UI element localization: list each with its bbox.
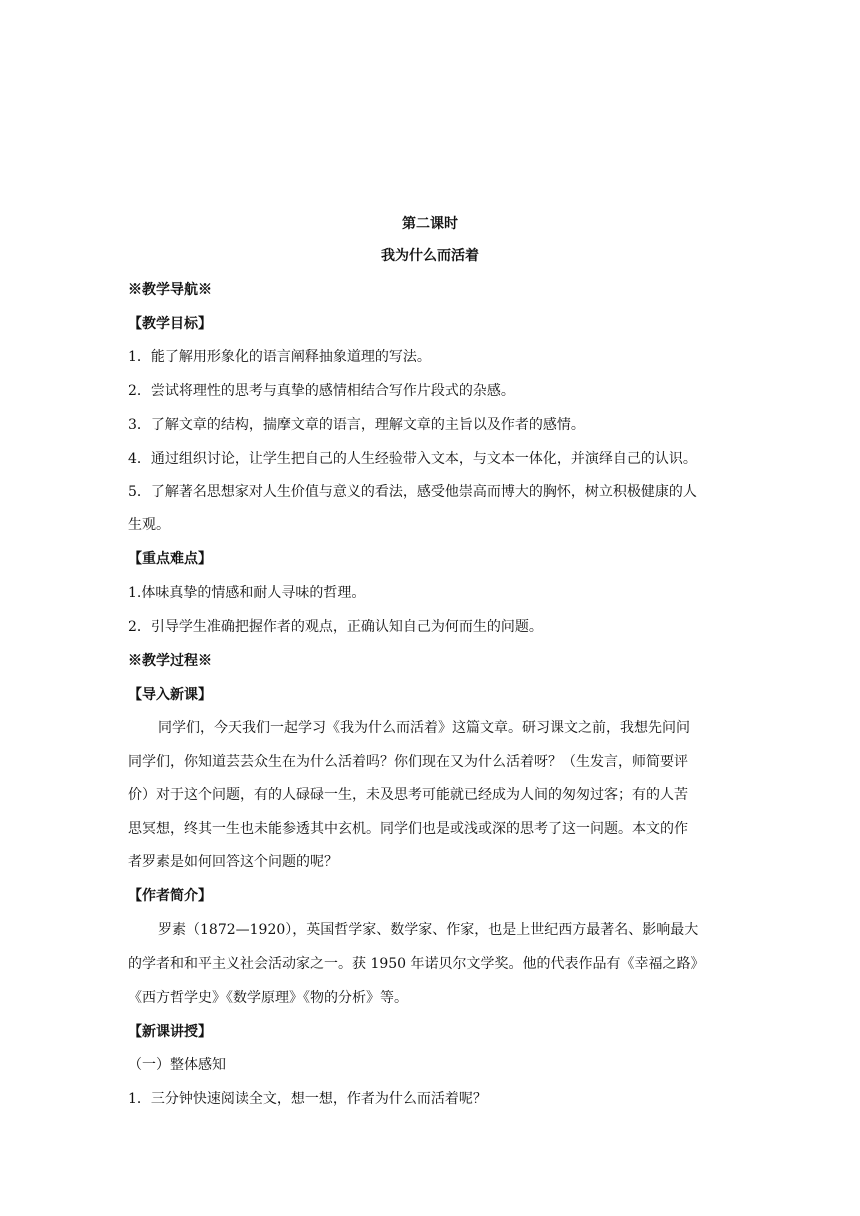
section-label: （一）整体感知 bbox=[128, 1057, 226, 1073]
key-point-item: 2．引导学生准确把握作者的观点，正确认知自己为何而生的问题。 bbox=[128, 619, 543, 635]
author-paragraph-line: 《西方哲学史》《数学原理》《物的分析》等。 bbox=[128, 990, 408, 1006]
intro-paragraph-line: 思冥想，终其一生也未能参透其中玄机。同学们也是或浅或深的思考了这一问题。本文的作 bbox=[128, 821, 688, 837]
intro-paragraph-line: 者罗素是如何回答这个问题的呢？ bbox=[128, 854, 338, 870]
question-item: 1．三分钟快速阅读全文，想一想，作者为什么而活着呢？ bbox=[128, 1091, 487, 1107]
objective-item: 1．能了解用形象化的语言阐释抽象道理的写法。 bbox=[128, 349, 431, 365]
lesson-title: 第二课时 bbox=[402, 216, 458, 232]
author-paragraph-line: 罗素（1872—1920），英国哲学家、数学家、作家，也是上世纪西方最著名、影响最大 bbox=[158, 922, 699, 938]
intro-paragraph-line: 价）对于这个问题，有的人碌碌一生，未及思考可能就已经成为人间的匆匆过客；有的人苦 bbox=[128, 787, 688, 803]
key-point-item: 1.体味真挚的情感和耐人寻味的哲理。 bbox=[128, 585, 366, 601]
objective-item: 3．了解文章的结构，揣摩文章的语言，理解文章的主旨以及作者的感情。 bbox=[128, 417, 585, 433]
objective-item: 2．尝试将理性的思考与真挚的感情相结合写作片段式的杂感。 bbox=[128, 383, 515, 399]
intro-heading: 【导入新课】 bbox=[128, 687, 212, 703]
objective-item: 5．了解著名思想家对人生价值与意义的看法，感受他崇高而博大的胸怀，树立积极健康的人 bbox=[128, 484, 697, 500]
new-lesson-heading: 【新课讲授】 bbox=[128, 1024, 212, 1040]
nav-heading: ※教学导航※ bbox=[128, 282, 212, 298]
author-paragraph-line: 的学者和和平主义社会活动家之一。获 1950 年诺贝尔文学奖。他的代表作品有《幸福之路》 bbox=[128, 956, 705, 972]
intro-paragraph-line: 同学们，你知道芸芸众生在为什么活着吗？你们现在又为什么活着呀？（生发言，师简要评 bbox=[128, 754, 688, 770]
intro-paragraph-line: 同学们，今天我们一起学习《我为什么而活着》这篇文章。研习课文之前，我想先问问 bbox=[158, 720, 690, 736]
objectives-heading: 【教学目标】 bbox=[128, 316, 212, 332]
author-heading: 【作者简介】 bbox=[128, 888, 212, 904]
process-heading: ※教学过程※ bbox=[128, 653, 212, 669]
lesson-subtitle: 我为什么而活着 bbox=[381, 248, 479, 264]
objective-item-continued: 生观。 bbox=[128, 517, 170, 533]
objective-item: 4．通过组织讨论，让学生把自己的人生经验带入文本，与文本一体化，并演绎自己的认识。 bbox=[128, 451, 697, 467]
key-points-heading: 【重点难点】 bbox=[128, 551, 212, 567]
